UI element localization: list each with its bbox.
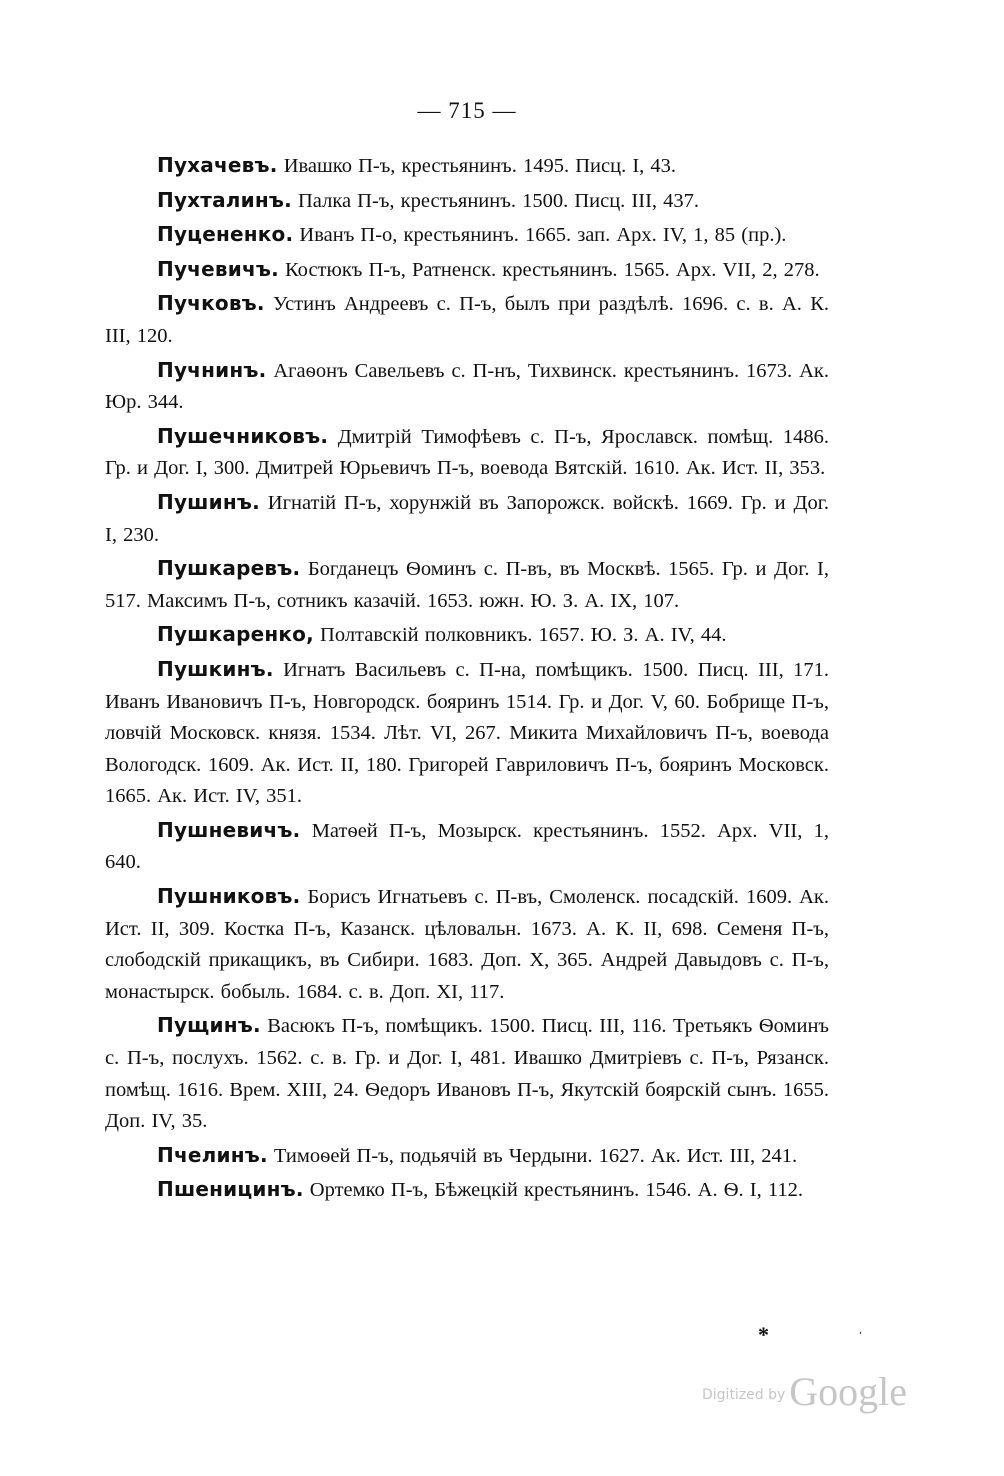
entry-text: Ивашко П-ъ, крестьянинъ. 1495. Писц. I, 43. [283, 155, 677, 177]
entry [105, 619, 829, 652]
entry-text: Агаѳонъ Савельевъ с. П-нъ, Тихвинск. крестьянинъ. 1673. Ак. Юр. 344. [105, 359, 830, 414]
entry-text: Матѳей П-ъ, Мозырск. крестьянинъ. 1552. Арх. VII, 1, 640. [105, 819, 830, 874]
entry-text: Полтавскій полковникъ. 1657. Ю. З. А. IV, 44. [320, 624, 727, 647]
entry [105, 421, 829, 485]
entry [105, 1010, 829, 1137]
entry-headword: Пухачевъ. [157, 153, 278, 177]
entry-headword: Пушкаренко, [157, 622, 314, 647]
entry-list [105, 150, 829, 1209]
entry [105, 881, 829, 1008]
entry [105, 150, 829, 183]
entry-text: Устинъ Андреевъ с. П-ъ, былъ при раздѣлѣ. 1696. с. в. А. К. III, 120. [105, 293, 830, 347]
entry-text: Иванъ П-о, крестьянинъ. 1665. зап. Арх. IV, 1, 85 (пр.). [299, 224, 787, 247]
tick-mark: ˌ [857, 1317, 869, 1336]
entry-headword: Пушниковъ. [157, 884, 301, 909]
entry-headword: Пучковъ. [157, 291, 265, 316]
entry-text: Васюкъ П-ъ, помѣщикъ. 1500. Писц. III, 116. Третьякъ Ѳоминъ с. П-ъ, послухъ. 1562. с. в. Гр. и Дог. I, 481. Ивашко Дмитріевъ с. П-ъ, Рязанск. помѣщ. 1616. Врем. XIII, 24. Ѳедоръ Ивановъ П-ъ, Якутскій боярскій сынъ. 1655. Доп. IV, 35. [105, 1015, 830, 1133]
entry-headword: Пушкинъ. [157, 656, 274, 681]
entry-headword: Пуцененко. [157, 222, 294, 247]
entry-text: Дмитрій Тимофѣевъ с. П-ъ, Ярославск. помѣщ. 1486. Гр. и Дог. I, 300. Дмитрей Юрьевичъ П-ъ, воевода Вятскій. 1610. Ак. Ист. II, 353. [105, 425, 829, 480]
entry-headword: Пушинъ. [157, 489, 260, 514]
entry-headword: Пшеницинъ. [157, 1177, 304, 1202]
digitized-watermark [702, 1368, 907, 1415]
entry-text: Палка П-ъ, крестьянинъ. 1500. Писц. III, 437. [298, 189, 700, 212]
entry-headword: Пушечниковъ. [157, 423, 329, 448]
entry [105, 1174, 829, 1207]
entry-text: Ортемко П-ъ, Бѣжецкій крестьянинъ. 1546. А. Ѳ. I, 112. [309, 1179, 803, 1202]
entry [105, 219, 829, 252]
entry [105, 654, 829, 813]
entry [105, 1140, 829, 1173]
entry [105, 553, 829, 617]
entry-text: Игнатій П-ъ, хорунжій въ Запорожск. войскѣ. 1669. Гр. и Дог. I, 230. [105, 491, 829, 546]
asterisk-mark: * [758, 1322, 769, 1347]
entry-text: Игнатъ Васильевъ с. П-на, помѣщикъ. 1500. Писц. III, 171. Иванъ Ивановичъ П-ъ, Новгородск. бояринъ 1514. Гр. и Дог. V, 60. Бобрище П-ъ, ловчій Московск. князя. 1534. Лѣт. VI, 267. Микита Михайловичъ П-ъ, воевода Вологодск. 1609. Ак. Ист. II, 180. Григорей Гавриловичъ П-ъ, бояринъ Московск. 1665. Ак. Ист. IV, 351. [105, 658, 829, 808]
entry [105, 185, 829, 218]
watermark-prefix: Digitized by [702, 1387, 786, 1403]
entry-headword: Пучевичъ. [157, 256, 279, 281]
entry-headword: Пущинъ. [157, 1013, 261, 1038]
entry [105, 288, 829, 352]
entry-text: Тимоѳей П-ъ, подьячій въ Чердыни. 1627. Ак. Ист. III, 241. [273, 1144, 798, 1167]
google-logo: Google [789, 1369, 908, 1414]
entry-headword: Пухталинъ. [157, 187, 292, 212]
entry [105, 487, 829, 551]
entry-headword: Пучнинъ. [157, 357, 267, 382]
entry-headword: Пушкаревъ. [157, 556, 301, 581]
entry-text: Богданецъ Ѳоминъ с. П-въ, въ Москвѣ. 1565. Гр. и Дог. I, 517. Максимъ П-ъ, сотникъ казачій. 1653. южн. Ю. З. А. IX, 107. [105, 558, 830, 612]
entry-text: Костюкъ П-ъ, Ратненск. крестьянинъ. 1565. Арх. VII, 2, 278. [285, 258, 820, 281]
entry-text: Борисъ Игнатьевъ с. П-въ, Смоленск. посадскій. 1609. Ак. Ист. II, 309. Костка П-ъ, Казанск. цѣловальн. 1673. А. К. II, 698. Семеня П-ъ, слободскій прикащикъ, въ Сибири. 1683. Доп. X, 365. Андрей Давыдовъ с. П-ъ, монастырск. бобыль. 1684. с. в. Доп. XI, 117. [105, 886, 830, 1003]
entry-headword: Пушневичъ. [157, 817, 301, 842]
entry-headword: Пчелинъ. [157, 1142, 268, 1167]
page-number: — 715 — [417, 98, 517, 123]
entry [105, 355, 829, 419]
entry [105, 815, 829, 879]
entry [105, 254, 829, 287]
